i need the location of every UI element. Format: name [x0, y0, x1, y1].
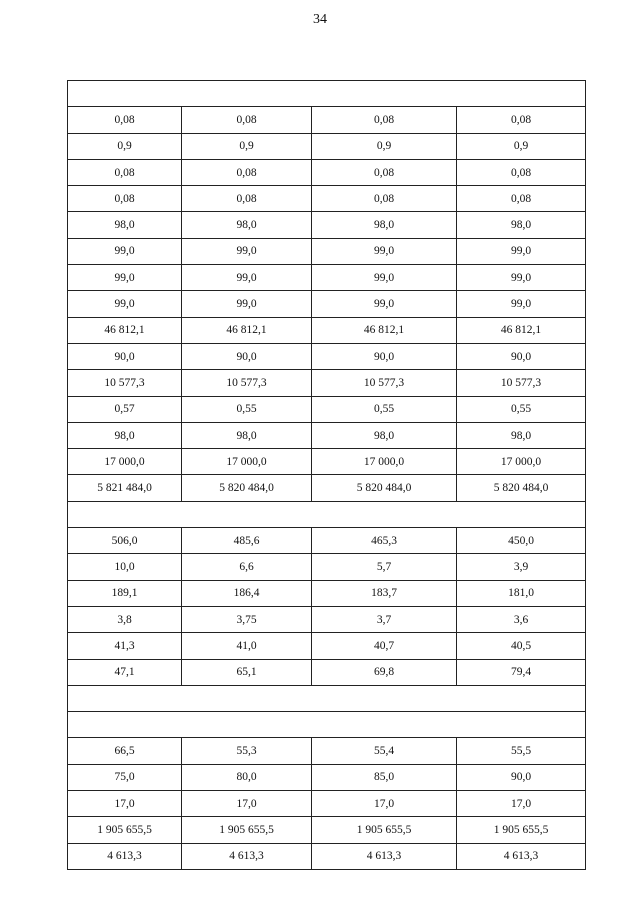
table-cell: 0,08 — [312, 186, 457, 212]
table-cell: 55,4 — [312, 738, 457, 764]
table-cell: 99,0 — [312, 291, 457, 317]
table-cell: 3,6 — [457, 606, 586, 632]
table-cell: 0,08 — [312, 107, 457, 133]
table-cell: 0,08 — [312, 159, 457, 185]
table-cell: 0,08 — [182, 107, 312, 133]
table-cell: 0,55 — [457, 396, 586, 422]
table-cell: 99,0 — [182, 291, 312, 317]
table-cell: 4 613,3 — [68, 843, 182, 869]
table-cell: 99,0 — [312, 265, 457, 291]
table-cell: 0,08 — [457, 186, 586, 212]
table-cell: 75,0 — [68, 764, 182, 790]
table-row — [68, 791, 586, 817]
table-cell: 99,0 — [312, 238, 457, 264]
table-cell: 450,0 — [457, 528, 586, 554]
table-cell: 55,5 — [457, 738, 586, 764]
section-header-cell — [68, 712, 586, 738]
table-cell: 5 820 484,0 — [457, 475, 586, 501]
table-row — [68, 633, 586, 659]
table-cell: 5,7 — [312, 554, 457, 580]
table-cell: 17,0 — [182, 791, 312, 817]
table-cell: 3,75 — [182, 606, 312, 632]
table-cell: 40,5 — [457, 633, 586, 659]
table-cell: 3,8 — [68, 606, 182, 632]
table-cell: 181,0 — [457, 580, 586, 606]
table-cell: 5 820 484,0 — [312, 475, 457, 501]
table-cell: 17 000,0 — [68, 449, 182, 475]
table-row — [68, 159, 586, 185]
section-header-cell — [68, 81, 586, 107]
table-row — [68, 817, 586, 843]
table-cell: 90,0 — [457, 764, 586, 790]
table-cell: 99,0 — [68, 238, 182, 264]
table-cell: 4 613,3 — [312, 843, 457, 869]
page-number: 34 — [313, 12, 327, 27]
table-cell: 186,4 — [182, 580, 312, 606]
table-cell: 80,0 — [182, 764, 312, 790]
table-row — [68, 659, 586, 685]
table-cell: 0,57 — [68, 396, 182, 422]
table-cell: 98,0 — [182, 422, 312, 448]
table-cell: 0,9 — [68, 133, 182, 159]
table-cell: 98,0 — [312, 422, 457, 448]
table-cell: 17,0 — [457, 791, 586, 817]
table-row — [68, 186, 586, 212]
table-row — [68, 133, 586, 159]
table-cell: 0,08 — [68, 107, 182, 133]
table-cell: 90,0 — [312, 343, 457, 369]
table-cell: 0,55 — [182, 396, 312, 422]
table-cell: 65,1 — [182, 659, 312, 685]
table-cell: 506,0 — [68, 528, 182, 554]
table-cell: 0,08 — [182, 186, 312, 212]
table-cell: 41,3 — [68, 633, 182, 659]
table-cell: 5 821 484,0 — [68, 475, 182, 501]
table-cell: 98,0 — [182, 212, 312, 238]
data-table — [67, 80, 586, 870]
table-cell: 17,0 — [68, 791, 182, 817]
table-row — [68, 317, 586, 343]
table-cell: 99,0 — [457, 238, 586, 264]
table-cell: 0,9 — [312, 133, 457, 159]
table-cell: 6,6 — [182, 554, 312, 580]
table-body — [68, 81, 586, 870]
table-cell: 4 613,3 — [182, 843, 312, 869]
table-cell: 0,9 — [457, 133, 586, 159]
table-row — [68, 449, 586, 475]
table-row — [68, 843, 586, 869]
section-header-row — [68, 81, 586, 107]
table-row — [68, 606, 586, 632]
table-cell: 85,0 — [312, 764, 457, 790]
table-cell: 99,0 — [182, 238, 312, 264]
table-cell: 46 812,1 — [182, 317, 312, 343]
table-cell: 1 905 655,5 — [457, 817, 586, 843]
table-row — [68, 422, 586, 448]
table-row — [68, 343, 586, 369]
table-cell: 0,08 — [68, 159, 182, 185]
table-row — [68, 528, 586, 554]
table-cell: 46 812,1 — [68, 317, 182, 343]
table-cell: 1 905 655,5 — [182, 817, 312, 843]
table-cell: 3,7 — [312, 606, 457, 632]
table-cell: 0,08 — [457, 159, 586, 185]
table-cell: 46 812,1 — [312, 317, 457, 343]
table-cell: 98,0 — [68, 212, 182, 238]
table-cell: 189,1 — [68, 580, 182, 606]
table-row — [68, 580, 586, 606]
table-cell: 0,08 — [182, 159, 312, 185]
table-cell: 41,0 — [182, 633, 312, 659]
table-cell: 10 577,3 — [182, 370, 312, 396]
section-header-cell — [68, 685, 586, 711]
table-cell: 99,0 — [68, 291, 182, 317]
table-cell: 90,0 — [182, 343, 312, 369]
table-cell: 98,0 — [457, 422, 586, 448]
table-cell: 0,08 — [68, 186, 182, 212]
table-cell: 1 905 655,5 — [68, 817, 182, 843]
table-cell: 99,0 — [457, 265, 586, 291]
table-cell: 99,0 — [182, 265, 312, 291]
table-cell: 10 577,3 — [457, 370, 586, 396]
table-row — [68, 291, 586, 317]
section-header-row — [68, 685, 586, 711]
table-cell: 55,3 — [182, 738, 312, 764]
table-row — [68, 764, 586, 790]
section-header-cell — [68, 501, 586, 527]
table-cell: 0,08 — [457, 107, 586, 133]
table-cell: 0,55 — [312, 396, 457, 422]
table-row — [68, 265, 586, 291]
table-cell: 10 577,3 — [68, 370, 182, 396]
table-cell: 0,9 — [182, 133, 312, 159]
table-cell: 98,0 — [312, 212, 457, 238]
section-header-row — [68, 501, 586, 527]
table-cell: 17 000,0 — [457, 449, 586, 475]
table-cell: 17 000,0 — [312, 449, 457, 475]
table-row — [68, 370, 586, 396]
table-row — [68, 396, 586, 422]
table-row — [68, 475, 586, 501]
table-cell: 3,9 — [457, 554, 586, 580]
table-cell: 69,8 — [312, 659, 457, 685]
table-cell: 1 905 655,5 — [312, 817, 457, 843]
table-row — [68, 738, 586, 764]
table-cell: 98,0 — [457, 212, 586, 238]
table-cell: 17,0 — [312, 791, 457, 817]
table-cell: 4 613,3 — [457, 843, 586, 869]
table-cell: 66,5 — [68, 738, 182, 764]
table-cell: 79,4 — [457, 659, 586, 685]
table-cell: 17 000,0 — [182, 449, 312, 475]
table-cell: 98,0 — [68, 422, 182, 448]
table-cell: 465,3 — [312, 528, 457, 554]
table-cell: 90,0 — [457, 343, 586, 369]
table-row — [68, 554, 586, 580]
table-row — [68, 107, 586, 133]
table-cell: 47,1 — [68, 659, 182, 685]
table-row — [68, 212, 586, 238]
table-cell: 99,0 — [457, 291, 586, 317]
table-cell: 183,7 — [312, 580, 457, 606]
table-cell: 10,0 — [68, 554, 182, 580]
table-cell: 5 820 484,0 — [182, 475, 312, 501]
table-row — [68, 238, 586, 264]
table-cell: 99,0 — [68, 265, 182, 291]
section-header-row — [68, 712, 586, 738]
table-cell: 46 812,1 — [457, 317, 586, 343]
table-cell: 90,0 — [68, 343, 182, 369]
table-cell: 485,6 — [182, 528, 312, 554]
table-cell: 40,7 — [312, 633, 457, 659]
table-cell: 10 577,3 — [312, 370, 457, 396]
